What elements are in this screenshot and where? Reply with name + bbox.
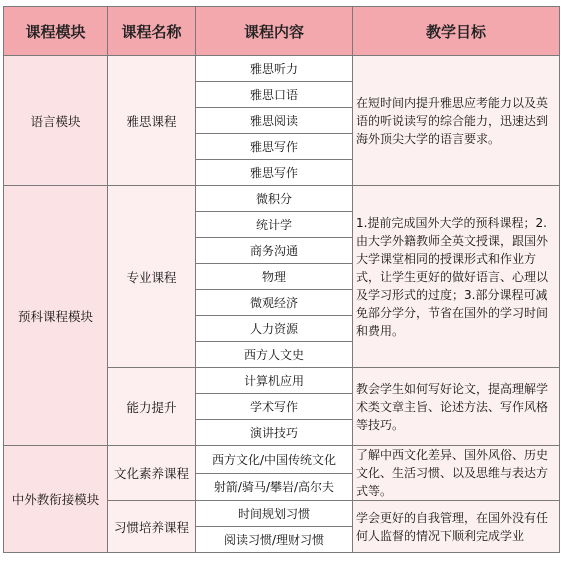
header-teaching-goal: 教学目标: [353, 7, 560, 56]
content-item: 西方文化/中国传统文化: [196, 446, 353, 474]
course-major: 专业课程: [108, 186, 196, 368]
module-bridge: 中外教衔接模块: [4, 446, 108, 553]
course-culture: 文化素养课程: [108, 446, 196, 501]
goal-ability: 教会学生如何写好论文，提高理解学术类文章主旨、论述方法、写作风格等技巧。: [353, 368, 560, 446]
content-item: 统计学: [196, 212, 353, 238]
header-course-content: 课程内容: [196, 7, 353, 56]
content-item: 演讲技巧: [196, 420, 353, 446]
module-language: 语言模块: [4, 56, 108, 186]
content-item: 雅思听力: [196, 56, 353, 82]
header-module: 课程模块: [4, 7, 108, 56]
table-row: [4, 186, 560, 212]
table-row: [4, 56, 560, 82]
goal-major: 1.提前完成国外大学的预科课程；2.由大学外籍教师全英文授课，跟国外大学课堂相同的授课形式和作业方式，让学生更好的做好语言、心理以及学习形式的过度；3.部分课程可减免部分学分，节省在国外的学习时间和费用。: [353, 186, 560, 368]
goal-culture: 了解中西文化差异、国外风俗、历史文化、生活习惯、以及思维与表达方式等。: [353, 446, 560, 501]
content-item: 雅思写作: [196, 134, 353, 160]
header-row: [4, 7, 560, 56]
course-ability: 能力提升: [108, 368, 196, 446]
content-item: 雅思写作: [196, 160, 353, 186]
content-item: 西方人文史: [196, 342, 353, 368]
course-habit: 习惯培养课程: [108, 501, 196, 553]
content-item: 射箭/骑马/攀岩/高尔夫: [196, 473, 353, 501]
content-item: 雅思阅读: [196, 108, 353, 134]
content-item: 学术写作: [196, 394, 353, 420]
content-item: 时间规划习惯: [196, 501, 353, 527]
curriculum-table: [3, 6, 560, 553]
content-item: 雅思口语: [196, 82, 353, 108]
goal-ielts: 在短时间内提升雅思应考能力以及英语的听说读写的综合能力，迅速达到海外顶尖大学的语言要求。: [353, 56, 560, 186]
content-item: 计算机应用: [196, 368, 353, 394]
content-item: 人力资源: [196, 316, 353, 342]
content-item: 微积分: [196, 186, 353, 212]
content-item: 商务沟通: [196, 238, 353, 264]
header-course-name: 课程名称: [108, 7, 196, 56]
goal-habit: 学会更好的自我管理，在国外没有任何人监督的情况下顺利完成学业: [353, 501, 560, 553]
module-foundation: 预科课程模块: [4, 186, 108, 446]
content-item: 物理: [196, 264, 353, 290]
course-ielts: 雅思课程: [108, 56, 196, 186]
table-row: [4, 446, 560, 474]
content-item: 阅读习惯/理财习惯: [196, 527, 353, 553]
content-item: 微观经济: [196, 290, 353, 316]
